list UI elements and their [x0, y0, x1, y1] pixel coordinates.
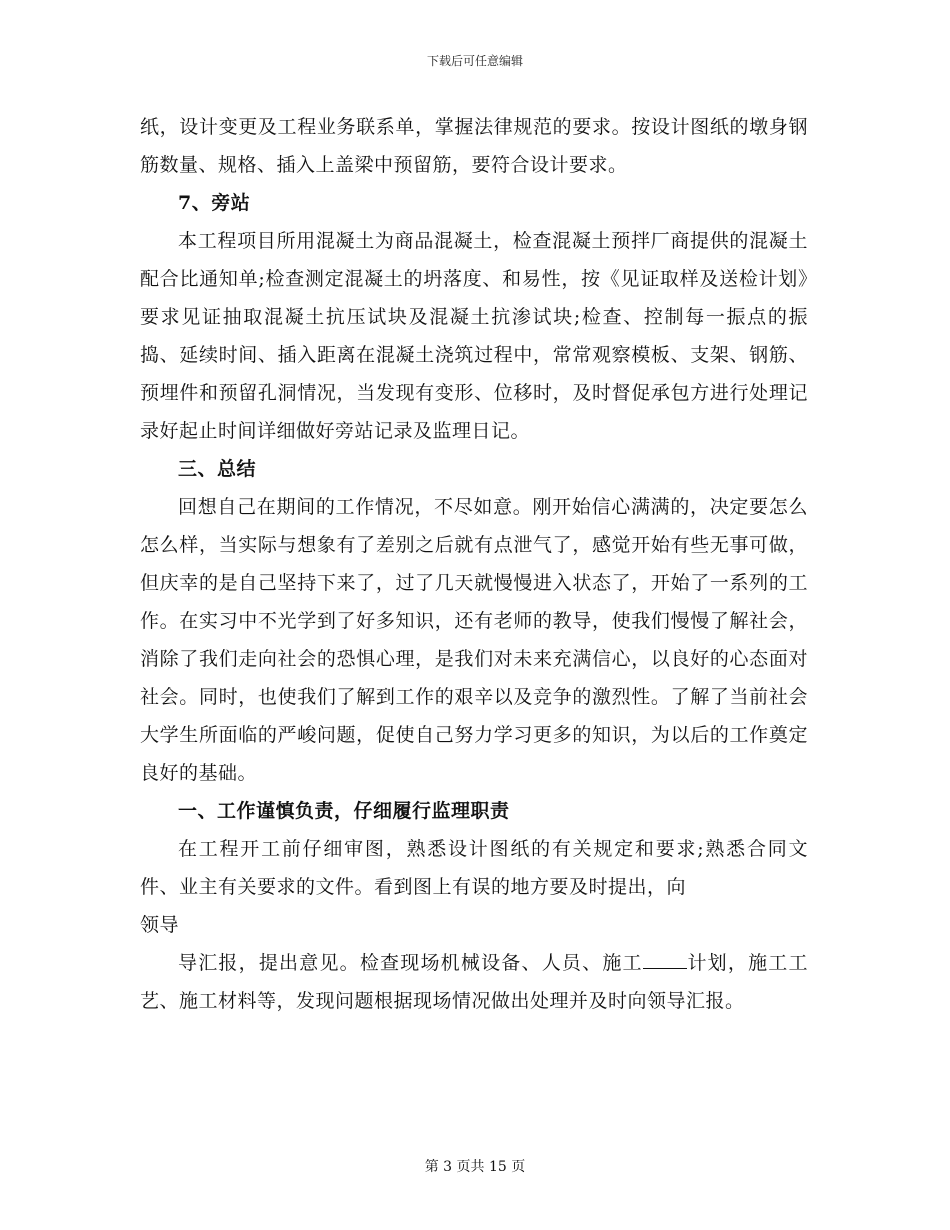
paragraph-summary: 回想自己在期间的工作情况，不尽如意。刚开始信心满满的，决定要怎么怎么样，当实际与想象有了差别之后就有点泄气了，感觉开始有些无事可做，但庆幸的是自己坚持下来了，过了几天就慢慢进入状态了，开始了一系列的工作。在实习中不光学到了好多知识，还有老师的教导，使我们慢慢了解社会，消除了我们走向社会的恐惧心理，是我们对未来充满信心，以良好的心态面对社会。同时，也使我们了解到工作的艰辛以及竞争的激烈性。了解了当前社会大学生所面临的严峻问题，促使自己努力学习更多的知识，为以后的工作奠定良好的基础。: [140, 496, 808, 784]
paragraph-design-change: 纸，设计变更及工程业务联系单，掌握法律规范的要求。按设计图纸的墩身钢筋数量、规格、插入上盖梁中预留筋，要符合设计要求。: [140, 116, 808, 176]
page-footer: 第 3 页共 15 页: [424, 1159, 526, 1175]
page-header: 下载后可任意编辑: [426, 54, 523, 68]
paragraph-drawing-review: 在工程开工前仔细审图，熟悉设计图纸的有关规定和要求;熟悉合同文件、业主有关要求的文件。看到图上有误的地方要及时提出，向: [140, 838, 808, 898]
document-body: [140, 108, 808, 1020]
site-check-text-end: 计划，施工工艺、施工材料等，发现问题根据现场情况做出处理并及时向领导汇报。: [140, 952, 808, 1012]
heading-side-station: 7、旁站: [178, 192, 251, 214]
paragraph-concrete-supervision: 本工程项目所用混凝土为商品混凝土，检查混凝土预拌厂商提供的混凝土配合比通知单;检查测定混凝土的坍落度、和易性，按《见证取样及送检计划》要求见证抽取混凝土抗压试块及混凝土抗渗试块;检查、控制每一振点的振捣、延续时间、插入距离在混凝土浇筑过程中，常常观察模板、支架、钢筋、预埋件和预留孔洞情况，当发现有变形、位移时，及时督促承包方进行处理记录好起止时间详细做好旁站记录及监理日记。: [140, 230, 808, 442]
paragraph-leader-fragment: 领导: [140, 914, 180, 936]
fill-in-blank: [643, 946, 687, 969]
paragraph-site-check: [140, 944, 808, 1020]
site-check-text-start: 导汇报，提出意见。检查现场机械设备、人员、施工: [178, 952, 643, 974]
heading-careful-responsibility: 一、工作谨慎负责，仔细履行监理职责: [178, 800, 510, 822]
heading-summary: 三、总结: [178, 458, 257, 480]
